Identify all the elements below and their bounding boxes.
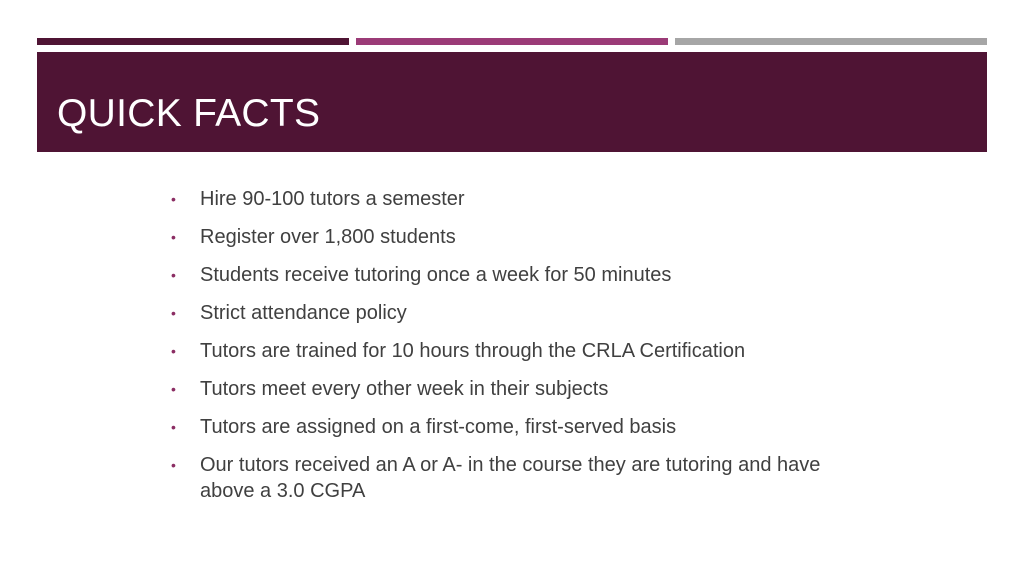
bullet-item bbox=[170, 376, 830, 402]
bullet-text: Students receive tutoring once a week for 50 minutes bbox=[200, 264, 672, 286]
slide-title: QUICK FACTS bbox=[57, 92, 321, 135]
bullet-dot-icon: • bbox=[171, 267, 176, 283]
bullet-text: Tutors are trained for 10 hours through the CRLA Certification bbox=[200, 340, 746, 362]
bullet-dot-icon: • bbox=[171, 457, 176, 473]
bullet-dot-icon: • bbox=[171, 343, 176, 359]
bullet-item bbox=[170, 338, 830, 364]
bullet-text: Tutors are assigned on a first-come, first-served basis bbox=[200, 416, 677, 438]
header-stripe-magenta bbox=[356, 38, 668, 45]
bullet-list bbox=[170, 186, 830, 516]
bullet-dot-icon: • bbox=[171, 229, 176, 245]
title-banner bbox=[37, 52, 987, 152]
bullet-text: Register over 1,800 students bbox=[200, 226, 456, 248]
bullet-item bbox=[170, 224, 830, 250]
bullet-item bbox=[170, 452, 830, 504]
bullet-text: Hire 90-100 tutors a semester bbox=[200, 188, 465, 210]
bullet-item bbox=[170, 414, 830, 440]
bullet-item bbox=[170, 186, 830, 212]
bullet-dot-icon: • bbox=[171, 305, 176, 321]
bullet-dot-icon: • bbox=[171, 419, 176, 435]
bullet-text: Tutors meet every other week in their subjects bbox=[200, 378, 609, 400]
header-stripe-gray bbox=[675, 38, 987, 45]
bullet-dot-icon: • bbox=[171, 381, 176, 397]
bullet-text: Our tutors received an A or A- in the course they are tutoring and have above a 3.0 CGPA bbox=[200, 454, 821, 502]
bullet-item bbox=[170, 300, 830, 326]
header-stripe-dark bbox=[37, 38, 349, 45]
bullet-item bbox=[170, 262, 830, 288]
bullet-text: Strict attendance policy bbox=[200, 302, 407, 324]
bullet-dot-icon: • bbox=[171, 191, 176, 207]
